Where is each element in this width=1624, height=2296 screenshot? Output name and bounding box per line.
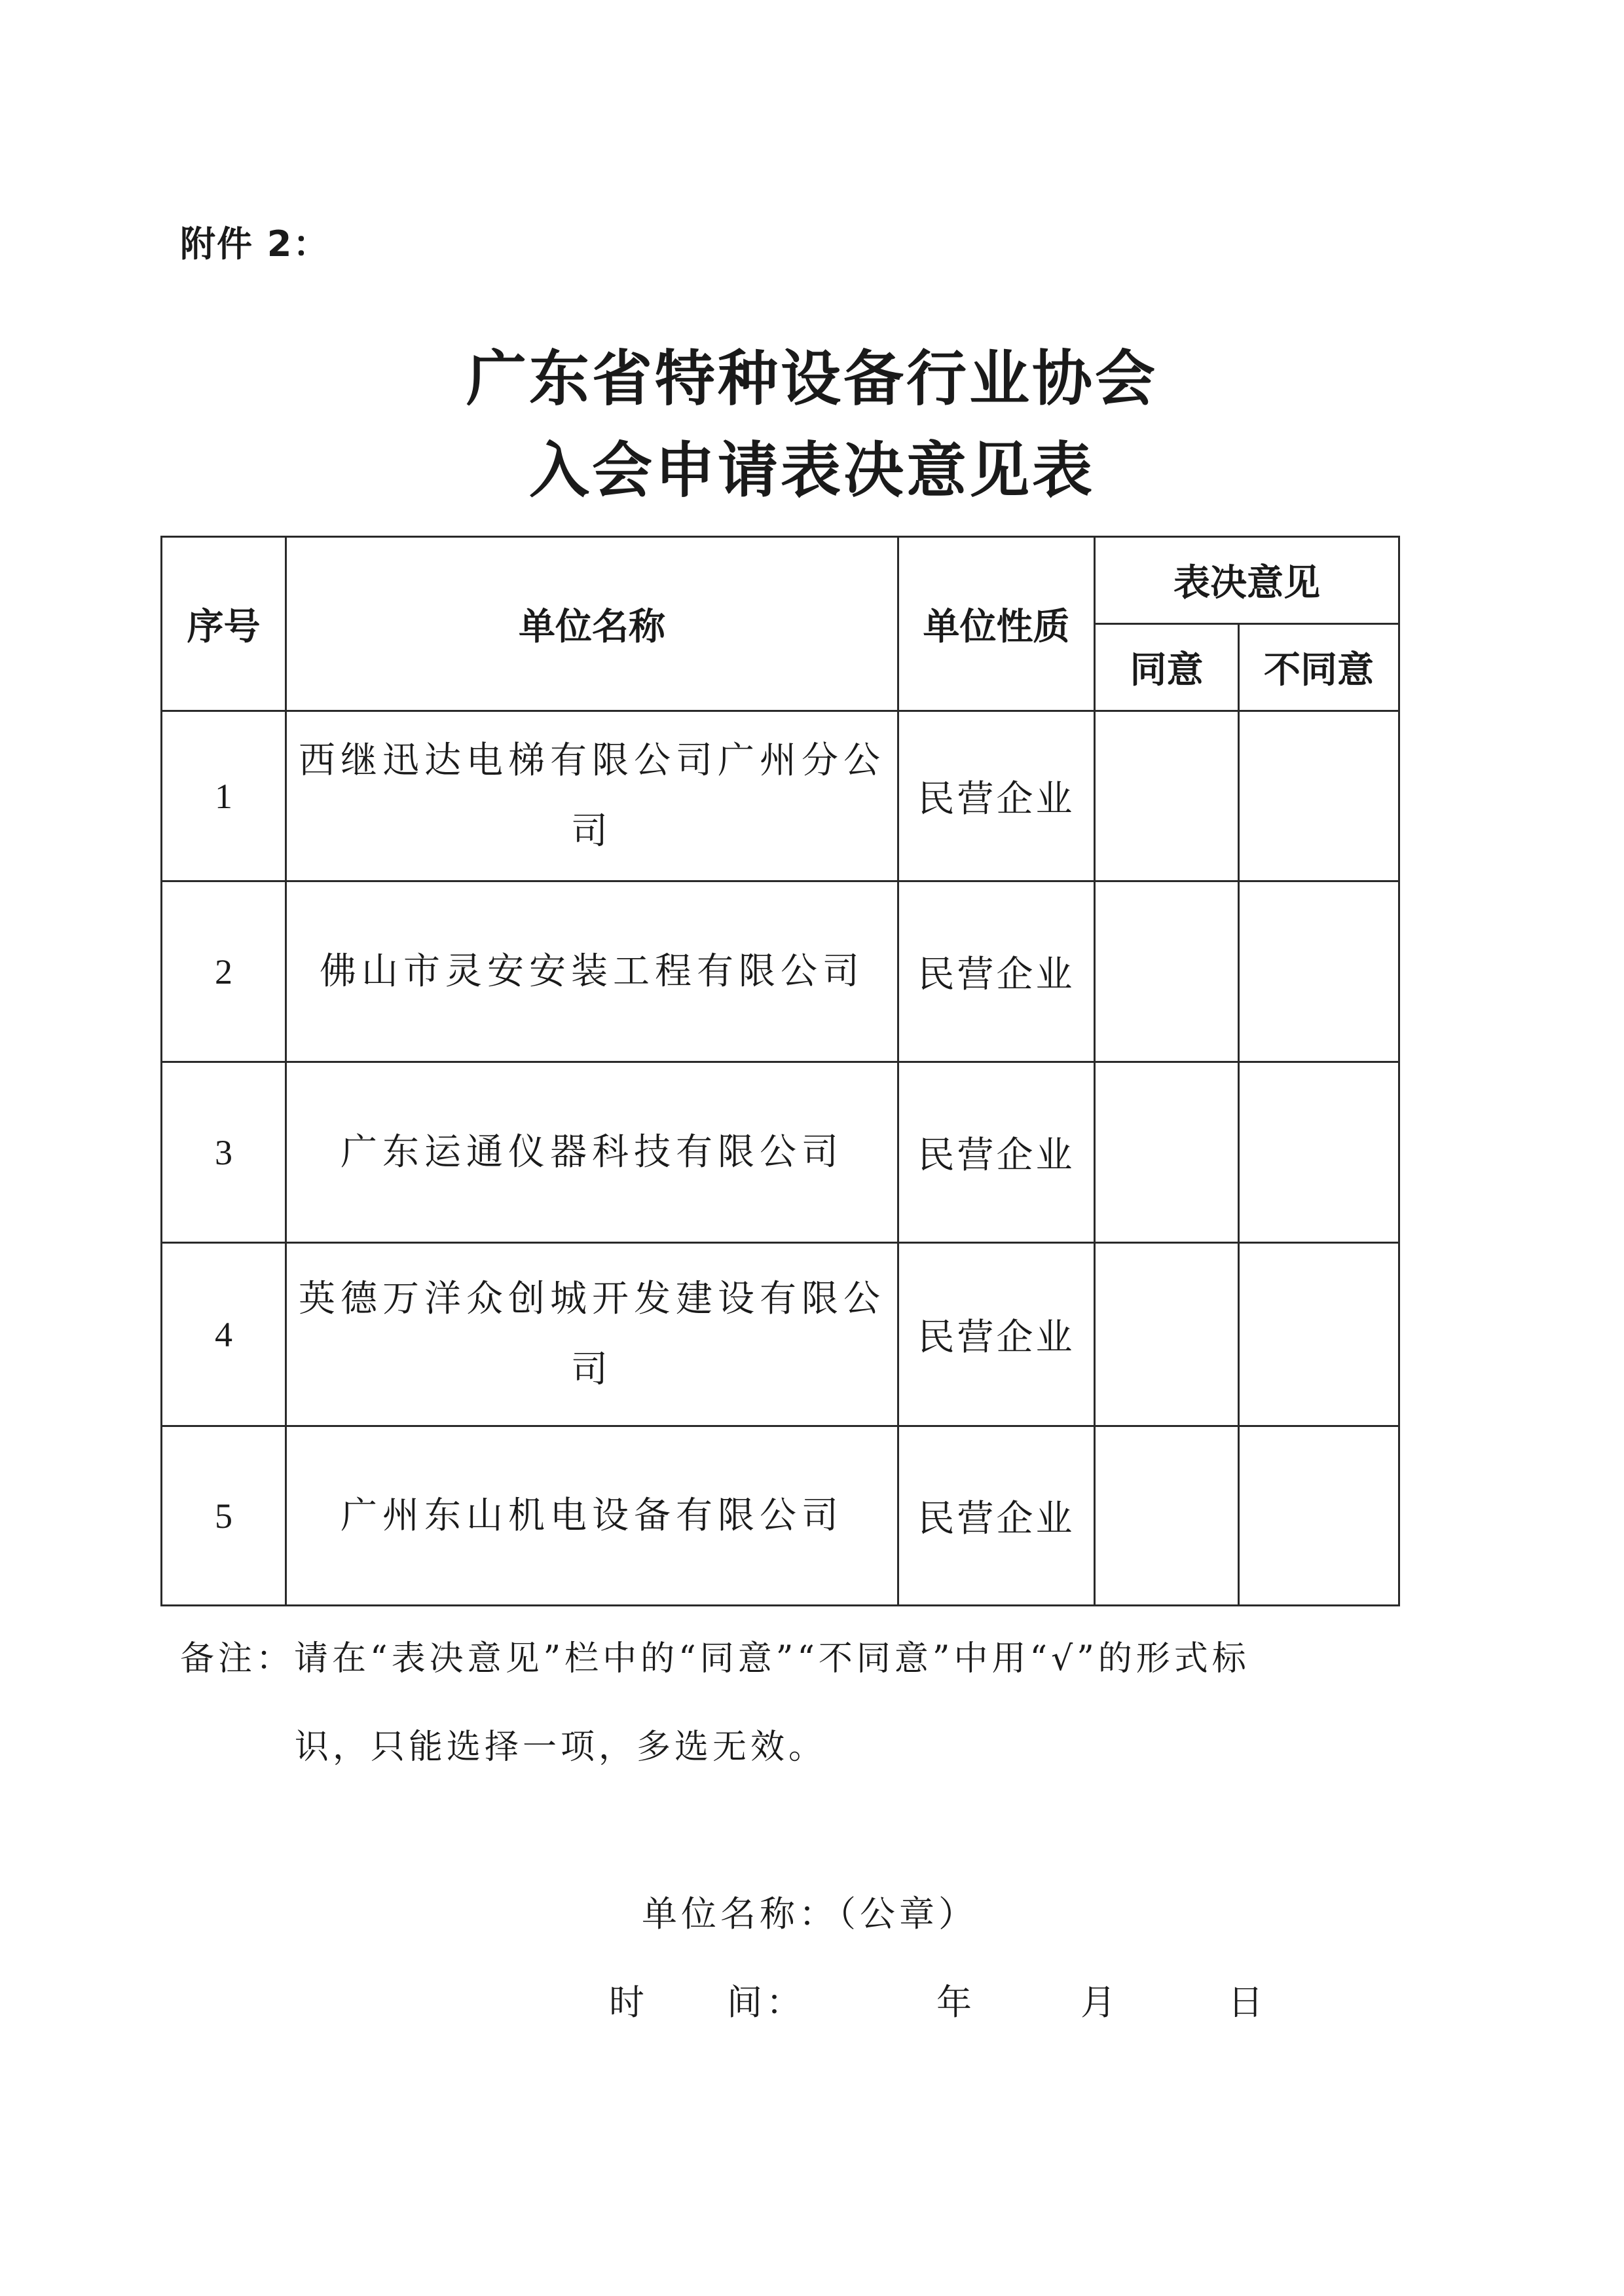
- year-label: 年: [936, 1982, 976, 2023]
- row-seq: 5: [162, 1426, 286, 1606]
- table-row: [162, 1426, 1399, 1606]
- header-agree: 同意: [1095, 624, 1239, 711]
- table-row: [162, 1243, 1399, 1426]
- disagree-cell[interactable]: [1239, 1062, 1399, 1243]
- document-title-line2: 入会申请表决意见表: [528, 435, 1095, 506]
- row-unit-name: 佛山市灵安安装工程有限公司: [286, 881, 898, 1062]
- row-unit-name: 广东运通仪器科技有限公司: [286, 1062, 898, 1243]
- header-seq: 序号: [162, 537, 286, 711]
- table-row: [162, 1062, 1399, 1243]
- document-title-line1: 广东省特种设备行业协会: [466, 344, 1158, 414]
- note-line1: 备注：请在“表决意见”栏中的“同意”“不同意”中用“√”的形式标: [180, 1639, 1250, 1678]
- row-seq: 2: [162, 881, 286, 1062]
- row-unit-nature: 民营企业: [898, 1062, 1095, 1243]
- row-unit-name: 英德万洋众创城开发建设有限公司: [286, 1243, 898, 1426]
- row-unit-nature: 民营企业: [898, 1243, 1095, 1426]
- agree-cell[interactable]: [1095, 711, 1239, 881]
- header-vote-group: 表决意见: [1095, 537, 1399, 624]
- row-unit-name: 广州东山机电设备有限公司: [286, 1426, 898, 1606]
- time-label: 时 间：: [609, 1982, 805, 2023]
- disagree-cell[interactable]: [1239, 1426, 1399, 1606]
- table-row: [162, 711, 1399, 881]
- month-label: 月: [1080, 1982, 1120, 2023]
- header-disagree: 不同意: [1239, 624, 1399, 711]
- row-seq: 4: [162, 1243, 286, 1426]
- agree-cell[interactable]: [1095, 881, 1239, 1062]
- disagree-cell[interactable]: [1239, 1243, 1399, 1426]
- day-label: 日: [1228, 1982, 1267, 2023]
- header-unit-name: 单位名称: [286, 537, 898, 711]
- row-unit-nature: 民营企业: [898, 1426, 1095, 1606]
- unit-name-seal-label: 单位名称：（公章）: [642, 1893, 978, 1935]
- row-unit-name: 西继迅达电梯有限公司广州分公司: [286, 711, 898, 881]
- attachment-label: 附件 2：: [180, 223, 330, 265]
- vote-table: [160, 536, 1400, 1606]
- row-seq: 1: [162, 711, 286, 881]
- row-unit-nature: 民营企业: [898, 711, 1095, 881]
- header-unit-nature: 单位性质: [898, 537, 1095, 711]
- agree-cell[interactable]: [1095, 1062, 1239, 1243]
- agree-cell[interactable]: [1095, 1243, 1239, 1426]
- row-unit-nature: 民营企业: [898, 881, 1095, 1062]
- row-seq: 3: [162, 1062, 286, 1243]
- disagree-cell[interactable]: [1239, 881, 1399, 1062]
- disagree-cell[interactable]: [1239, 711, 1399, 881]
- agree-cell[interactable]: [1095, 1426, 1239, 1606]
- table-row: [162, 881, 1399, 1062]
- note-line2: 识，只能选择一项，多选无效。: [295, 1728, 827, 1767]
